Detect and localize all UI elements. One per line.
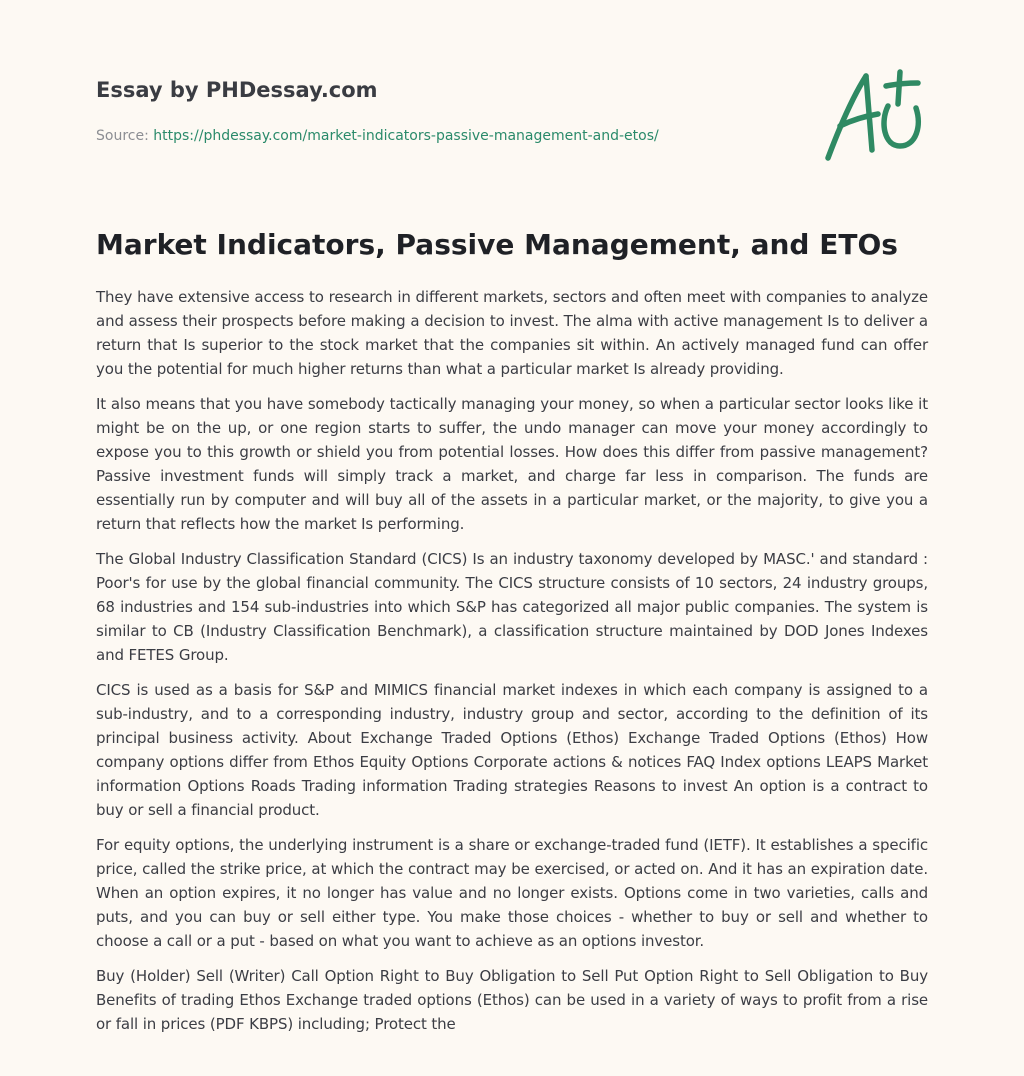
source-label: Source: [96, 128, 154, 144]
a-plus-grade-icon [818, 66, 928, 166]
article-paragraph: Buy (Holder) Sell (Writer) Call Option Right to Buy Obligation to Sell Put Option Right to Sell Obligation to Buy Benefits of trading Ethos Exchange traded options (Ethos) can be used in a variety of ways to profit from a rise or fall in prices (PDF KBPS) including; Protect the [96, 967, 928, 1033]
article-paragraph: CICS is used as a basis for S&P and MIMICS financial market indexes in which each company is assigned to a sub-industry, and to a corresponding industry, industry group and sector, according to the definition of its principal business activity. About Exchange Traded Options (Ethos) Exchange Traded Options (Ethos) How company options differ from Ethos Equity Options Corporate actions & notices FAQ Index options LEAPS Market information Options Roads Trading information Trading strategies Reasons to invest An option is a contract to buy or sell a financial product. [96, 681, 928, 819]
article-paragraph: It also means that you have somebody tactically managing your money, so when a particular sector looks like it might be on the up, or one region starts to suffer, the undo manager can move your money accordingly to expose you to this growth or shield you from potential losses. How does this differ from passive management? Passive investment funds will simply track a market, and charge far less in comparison. The funds are essentially run by computer and will buy all of the assets in a particular market, or the majority, to give you a return that reflects how the market Is performing. [96, 395, 928, 533]
source-line [96, 126, 796, 146]
source-link[interactable]: https://phdessay.com/market-indicators-passive-management-and-etos/ [153, 128, 659, 144]
article-title: Market Indicators, Passive Management, and ETOs [96, 228, 898, 261]
article-paragraph: The Global Industry Classification Standard (CICS) Is an industry taxonomy developed by MASC.' and standard : Poor's for use by the global financial community. The CICS structure consists of 10 sectors, 24 industry groups, 68 industries and 154 sub-industries into which S&P has categorized all major public companies. The system is similar to CB (Industry Classification Benchmark), a classification structure maintained by DOD Jones Indexes and FETES Group. [96, 550, 928, 664]
page-header [96, 76, 796, 146]
site-brand: Essay by PHDessay.com [96, 78, 378, 102]
article-body [96, 285, 928, 1047]
article-paragraph: For equity options, the underlying instrument is a share or exchange-traded fund (IETF). It establishes a specific price, called the strike price, at which the contract may be exercised, or acted on. And it has an expiration date. When an option expires, it no longer has value and no longer exists. Options come in two varieties, calls and puts, and you can buy or sell either type. You make those choices - whether to buy or sell and whether to choose a call or a put - based on what you want to achieve as an options investor. [96, 836, 928, 950]
article-paragraph: They have extensive access to research in different markets, sectors and often meet with companies to analyze and assess their prospects before making a decision to invest. The alma with active management Is to deliver a return that Is superior to the stock market that the companies sit within. An actively managed fund can offer you the potential for much higher returns than what a particular market Is already providing. [96, 288, 928, 378]
